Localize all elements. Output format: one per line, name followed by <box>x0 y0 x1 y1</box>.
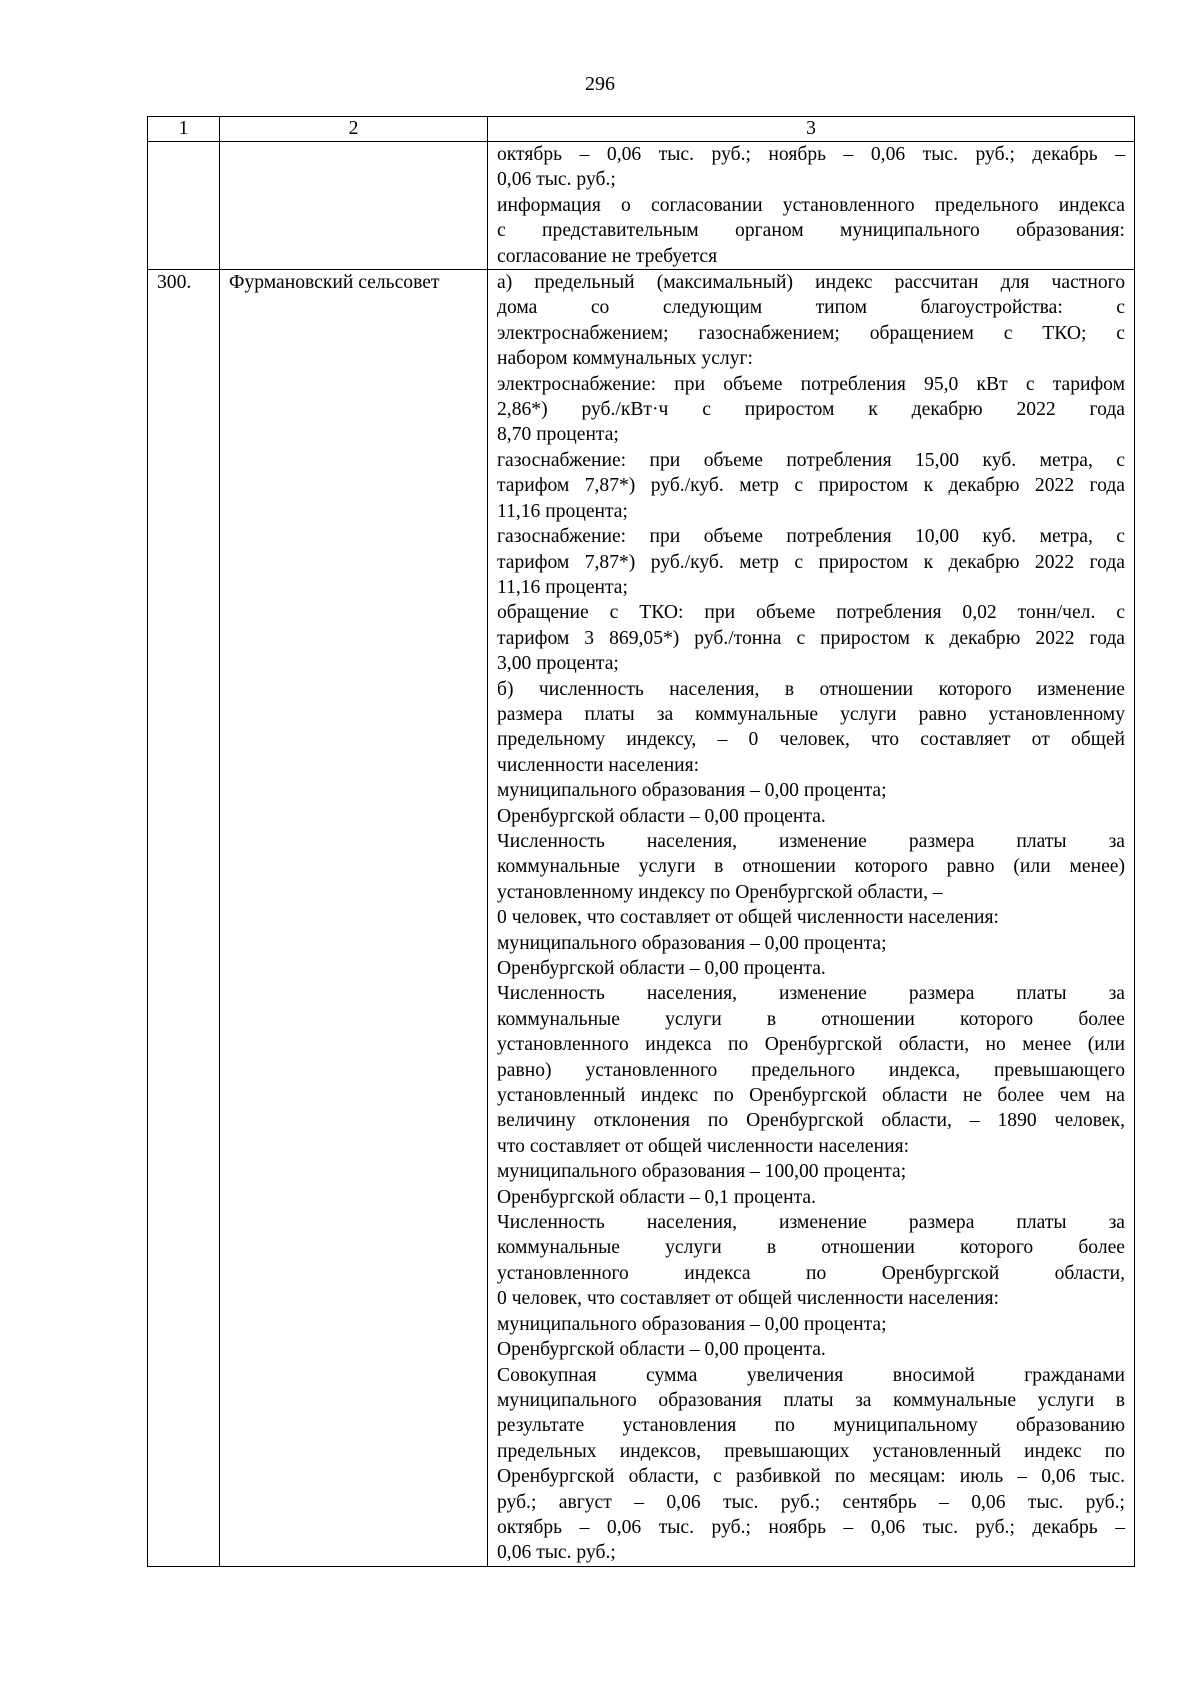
text-line: тарифом 7,87*) руб./куб. метр с приростом к декабрю 2022 года <box>497 551 1125 573</box>
text-line: результате установления по муниципальному образованию <box>497 1415 1125 1437</box>
text-line: информация о согласовании установленного предельного индекса <box>497 194 1125 216</box>
text-line: согласование не требуется <box>497 245 718 267</box>
text-line: Численность населения, изменение размера платы за <box>497 983 1125 1005</box>
text-line: Численность населения, изменение размера платы за <box>497 1212 1125 1234</box>
text-line: муниципального образования – 0,00 процента; <box>497 932 887 954</box>
text-line: Оренбургской области – 0,00 процента. <box>497 805 826 827</box>
text-line: муниципального образования – 0,00 процента; <box>497 1313 887 1335</box>
table-header-row <box>148 117 1135 142</box>
text-line: 2,86*) руб./кВт·ч с приростом к декабрю 2022 года <box>497 399 1125 421</box>
text-line: коммунальные услуги в отношении которого более <box>497 1008 1125 1030</box>
text-line: коммунальные услуги в отношении которого более <box>497 1237 1125 1259</box>
text-line: муниципального образования – 0,00 процента; <box>497 780 887 802</box>
text-line: октябрь – 0,06 тыс. руб.; ноябрь – 0,06 тыс. руб.; декабрь – <box>497 1516 1125 1538</box>
text-line: обращение с ТКО: при объеме потребления 0,02 тонн/чел. с <box>497 602 1125 624</box>
table-row-continuation <box>148 142 1135 270</box>
text-line: с представительным органом муниципального образования: <box>497 220 1125 242</box>
index-description-cell <box>488 270 1135 1567</box>
index-description-cell <box>488 142 1135 270</box>
text-line: 8,70 процента; <box>497 424 619 446</box>
data-table <box>147 116 1135 1567</box>
text-line: 11,16 процента; <box>497 500 628 522</box>
text-line: Оренбургской области – 0,00 процента. <box>497 958 826 979</box>
text-line: а) предельный (максимальный) индекс рассчитан для частного <box>497 272 1125 294</box>
text-line: установленному индексу по Оренбургской области, – <box>497 881 943 903</box>
page-number: 296 <box>585 73 615 95</box>
municipality-name-cell <box>220 142 488 270</box>
text-line: муниципального образования – 100,00 процента; <box>497 1161 907 1183</box>
text-line: 0 человек, что составляет от общей численности населения: <box>497 1288 1000 1310</box>
text-line: равно) установленного предельного индекса, превышающего <box>497 1059 1125 1081</box>
text-line: тарифом 7,87*) руб./куб. метр с приростом к декабрю 2022 года <box>497 475 1125 497</box>
text-line: дома со следующим типом благоустройства: с <box>497 297 1125 319</box>
text-line: что составляет от общей численности населения: <box>497 1135 910 1157</box>
text-line: 0,06 тыс. руб.; <box>497 169 616 191</box>
column-header-3: 3 <box>488 117 1135 142</box>
text-line: размера платы за коммунальные услуги равно установленному <box>497 703 1125 725</box>
text-line: установленный индекс по Оренбургской области не более чем на <box>497 1085 1125 1107</box>
text-line: 0,06 тыс. руб.; <box>497 1542 616 1564</box>
table-row-300 <box>148 270 1135 1567</box>
text-line: 0 человек, что составляет от общей численности населения: <box>497 907 1000 929</box>
text-line: набором коммунальных услуг: <box>497 348 753 370</box>
text-line: коммунальные услуги в отношении которого равно (или менее) <box>497 856 1125 878</box>
text-line: тарифом 3 869,05*) руб./тонна с приростом к декабрю 2022 года <box>497 627 1125 649</box>
text-line: предельных индексов, превышающих установленный индекс по <box>497 1440 1125 1462</box>
municipality-name-cell: Фурмановский сельсовет <box>220 270 488 1567</box>
text-line: численности населения: <box>497 754 700 776</box>
text-line: октябрь – 0,06 тыс. руб.; ноябрь – 0,06 тыс. руб.; декабрь – <box>497 144 1125 165</box>
text-line: руб.; август – 0,06 тыс. руб.; сентябрь – 0,06 тыс. руб.; <box>497 1491 1125 1513</box>
column-header-1: 1 <box>148 117 220 142</box>
text-line: б) численность населения, в отношении которого изменение <box>497 678 1125 700</box>
text-line: муниципального образования платы за коммунальные услуги в <box>497 1389 1125 1411</box>
row-number-cell <box>148 142 220 270</box>
text-line: Оренбургской области – 0,1 процента. <box>497 1186 817 1208</box>
text-line: предельному индексу, – 0 человек, что составляет от общей <box>497 729 1125 751</box>
text-line: 11,16 процента; <box>497 576 628 598</box>
text-line: Численность населения, изменение размера платы за <box>497 830 1125 852</box>
text-line: Совокупная сумма увеличения вносимой гражданами <box>497 1364 1125 1386</box>
text-line: величину отклонения по Оренбургской области, – 1890 человек, <box>497 1110 1125 1132</box>
text-line: электроснабжением; газоснабжением; обращением с ТКО; с <box>497 322 1125 344</box>
text-line: установленного индекса по Оренбургской области, но менее (или <box>497 1034 1125 1056</box>
text-line: 3,00 процента; <box>497 653 619 675</box>
text-line: газоснабжение: при объеме потребления 10,00 куб. метра, с <box>497 526 1125 548</box>
text-line: электроснабжение: при объеме потребления 95,0 кВт с тарифом <box>497 373 1125 395</box>
text-line: Оренбургской области – 0,00 процента. <box>497 1339 826 1361</box>
text-line: установленного индекса по Оренбургской области, <box>497 1262 1125 1284</box>
row-number-cell: 300. <box>148 270 220 1567</box>
text-line: газоснабжение: при объеме потребления 15,00 куб. метра, с <box>497 449 1125 471</box>
text-line: Оренбургской области, с разбивкой по месяцам: июль – 0,06 тыс. <box>497 1466 1125 1488</box>
column-header-2: 2 <box>220 117 488 142</box>
